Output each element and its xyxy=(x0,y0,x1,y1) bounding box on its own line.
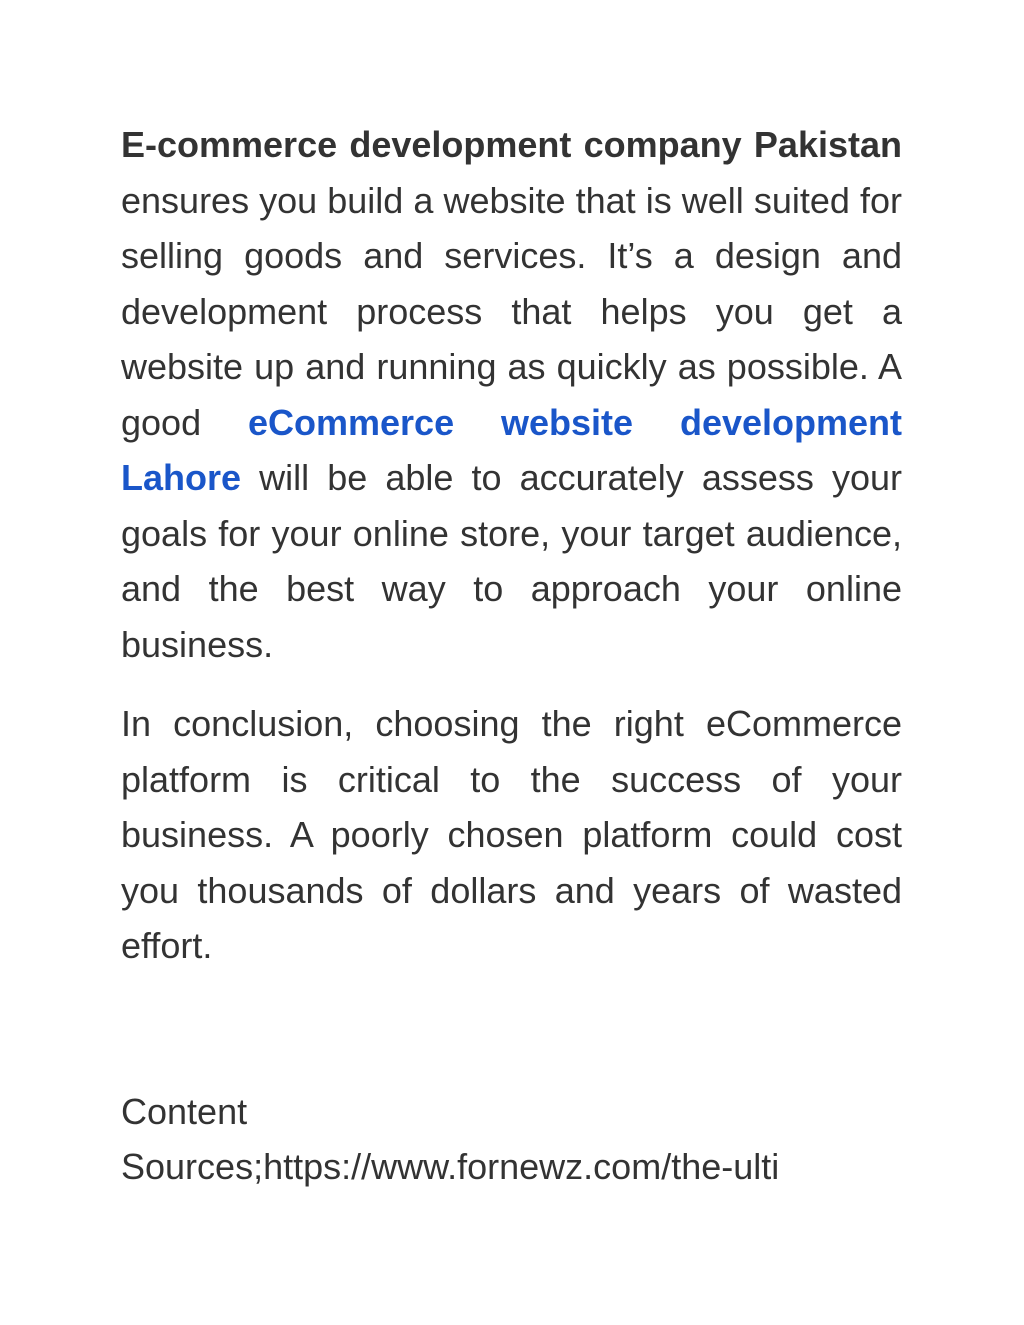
document-body xyxy=(121,117,902,1195)
paragraph-intro-text-end: will be able to accurately assess your goals for your online store, your target audience, and the best way to approach your online business. xyxy=(121,457,902,665)
bold-lead-phrase: E-commerce development company Pakistan xyxy=(121,124,902,165)
paragraph-intro-text: ensures you build a website that is well suited for selling goods and services. It’s a design and development process that helps you get a website up and running as quickly as possible. A good xyxy=(121,179,902,443)
content-sources-label: Content xyxy=(121,1090,248,1132)
paragraph-intro xyxy=(121,117,902,672)
paragraph-conclusion: In conclusion, choosing the right eCommerce platform is critical to the success of your business. A poorly chosen platform could cost you thousands of dollars and years of wasted effort. xyxy=(121,703,902,966)
content-sources-url: Sources;https://www.fornewz.com/the-ulti xyxy=(121,1146,780,1187)
ecommerce-lahore-link[interactable]: eCommerce website development Lahore xyxy=(121,401,903,498)
content-sources xyxy=(121,1084,902,1195)
